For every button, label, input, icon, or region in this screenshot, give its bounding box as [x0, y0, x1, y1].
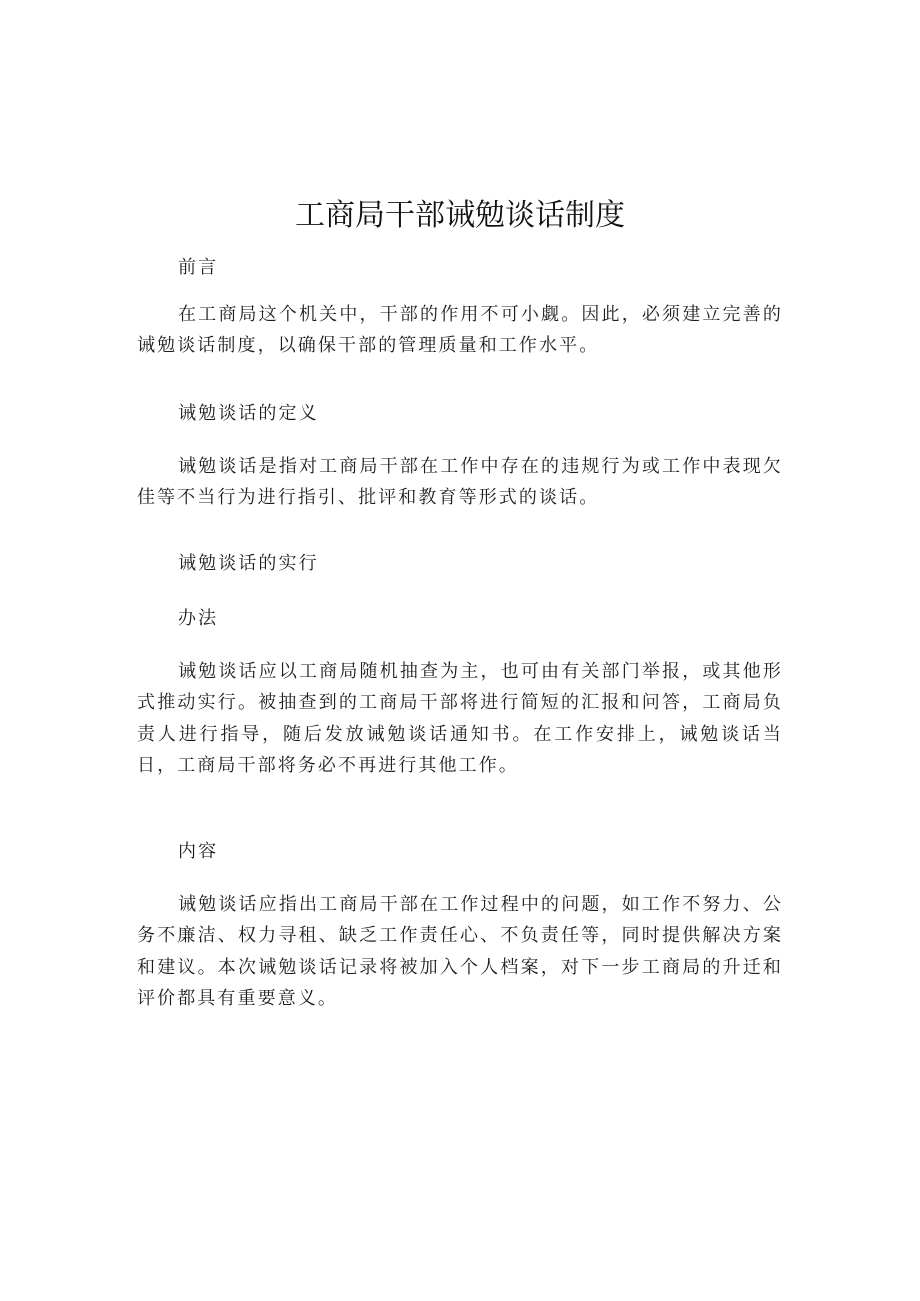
paragraph-content-text: 诫勉谈话应指出工商局干部在工作过程中的问题，如工作不努力、公务不廉洁、权力寻租、缺乏工作责任心、不负责任等，同时提供解决方案和建议。本次诫勉谈话记录将被加入个人档案，对下一步工商局的升迁和评价都具有重要意义。	[137, 894, 783, 1010]
paragraph-preface	[137, 299, 783, 362]
section-heading-definition: 诫勉谈话的定义	[178, 403, 319, 424]
section-heading-method: 办法	[178, 608, 219, 629]
paragraph-content	[137, 889, 783, 1015]
section-heading-preface: 前言	[178, 257, 219, 278]
document-title: 工商局干部诫勉谈话制度	[295, 198, 625, 233]
paragraph-method-text: 诫勉谈话应以工商局随机抽查为主，也可由有关部门举报，或其他形式推动实行。被抽查到的工商局干部将进行简短的汇报和问答，工商局负责人进行指导，随后发放诫勉谈话通知书。在工作安排上，诫勉谈话当日，工商局干部将务必不再进行其他工作。	[137, 661, 783, 777]
section-heading-implementation: 诫勉谈话的实行	[178, 553, 319, 574]
section-heading-content: 内容	[178, 841, 219, 862]
paragraph-definition-text: 诫勉谈话是指对工商局干部在工作中存在的违规行为或工作中表现欠佳等不当行为进行指引、批评和教育等形式的谈话。	[137, 456, 783, 509]
paragraph-definition	[137, 451, 783, 514]
paragraph-method	[137, 656, 783, 782]
paragraph-preface-text: 在工商局这个机关中，干部的作用不可小觑。因此，必须建立完善的诫勉谈话制度，以确保干部的管理质量和工作水平。	[137, 304, 783, 357]
